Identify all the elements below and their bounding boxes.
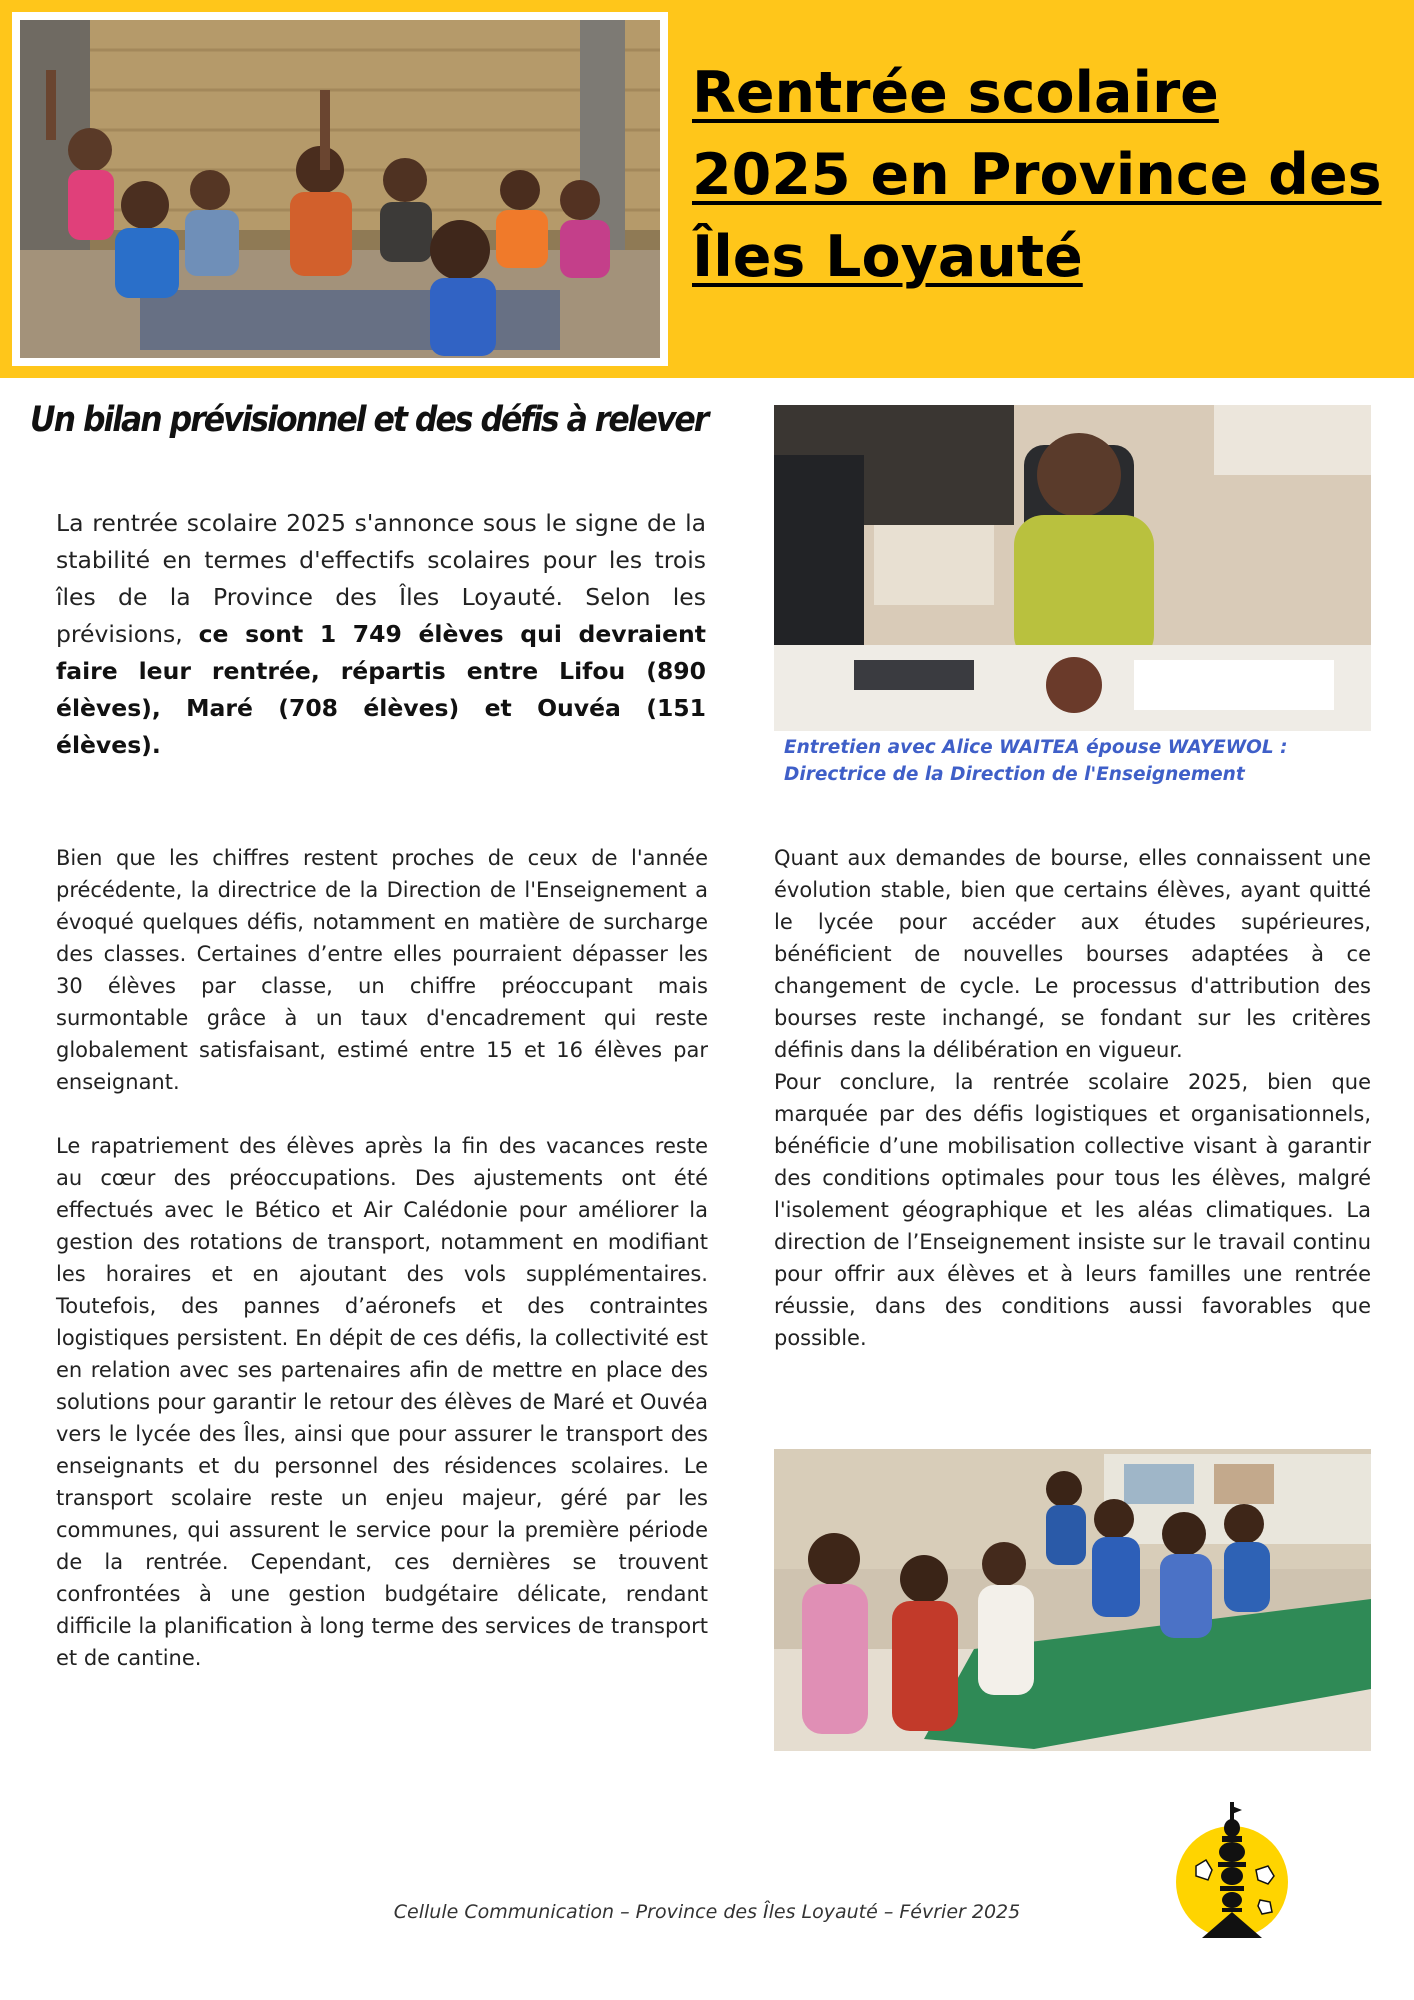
footer-credit: Cellule Communication – Province des Îles Loyauté – Février 2025 [393, 1901, 1021, 1923]
hero-photo [20, 20, 660, 358]
intro-bold-figures: ce sont 1 749 élèves qui devraient faire leur rentrée, répartis entre Lifou (890 élèves), Maré (708 élèves) et Ouvéa (151 élèves). [56, 620, 706, 759]
paragraph-transport: Le rapatriement des élèves après la fin des vacances reste au cœur des préoccupations. Des ajustements ont été effectués avec le Bético et Air Calédonie pour améliorer la gestion des rotations de transport, notamment en modifiant les horaires et en ajoutant des vols supplémentaires. Toutefois, des pannes d’aéronefs et des contraintes logistiques persistent. En dépit de ces défis, la collectivité est en relation avec ses partenaires afin de mettre en place des solutions pour garantir le retour des élèves de Maré et Ouvéa vers le lycée des Îles, ainsi que pour assurer le transport des enseignants et du personnel des résidences scolaires. Le transport scolaire reste un enjeu majeur, géré par les communes, qui assurent le service pour la première période de la rentrée. Cependant, ces dernières se trouvent confrontées à une gestion budgétaire délicate, rendant difficile la planification à long terme des services de transport et de cantine. [56, 1134, 708, 1670]
province-emblem-icon [1172, 1800, 1292, 1940]
article-column-right [774, 842, 1371, 1354]
section-subtitle: Un bilan prévisionnel et des défis à relever [30, 400, 708, 440]
director-photo-caption: Entretien avec Alice WAITEA épouse WAYEWOL : Directrice de la Direction de l'Enseignement [784, 737, 1288, 785]
intro-text: La rentrée scolaire 2025 s'annonce sous le signe de la stabilité en termes d'effectifs scolaires pour les trois îles de la Province des Îles Loyauté. Selon les prévisions, [56, 509, 706, 648]
paragraph-class-size: Bien que les chiffres restent proches de ceux de l'année précédente, la directrice de la Direction de l'Enseignement a évoqué quelques défis, notamment en matière de surcharge des classes. Certaines d’entre elles pourraient dépasser les 30 élèves par classe, un chiffre préoccupant mais surmontable grâce à un taux d'encadrement qui reste globalement satisfaisant, estimé entre 15 et 16 élèves par enseignant. [56, 846, 708, 1094]
paragraph-scholarships: Quant aux demandes de bourse, elles connaissent une évolution stable, bien que certains élèves, ayant quitté le lycée pour accéder aux études supérieures, bénéficient de nouvelles bourses adaptées à ce changement de cycle. Le processus d'attribution des bourses reste inchangé, se fondant sur les critères définis dans la délibération en vigueur. [774, 846, 1371, 1062]
intro-paragraph [56, 505, 706, 764]
page-title: Rentrée scolaire 2025 en Province des Îles Loyauté [692, 60, 1382, 290]
director-photo [774, 405, 1371, 731]
classroom-photo [774, 1449, 1371, 1751]
article-column-left [56, 842, 708, 1674]
paragraph-conclusion: Pour conclure, la rentrée scolaire 2025, bien que marquée par des défis logistiques et organisationnels, bénéficie d’une mobilisation collective visant à garantir des conditions optimales pour tous les élèves, malgré l'isolement géographique et les aléas climatiques. La direction de l’Enseignement insiste sur le travail continu pour offrir aux élèves et à leurs familles une rentrée réussie, dans des conditions aussi favorables que possible. [774, 1070, 1371, 1350]
